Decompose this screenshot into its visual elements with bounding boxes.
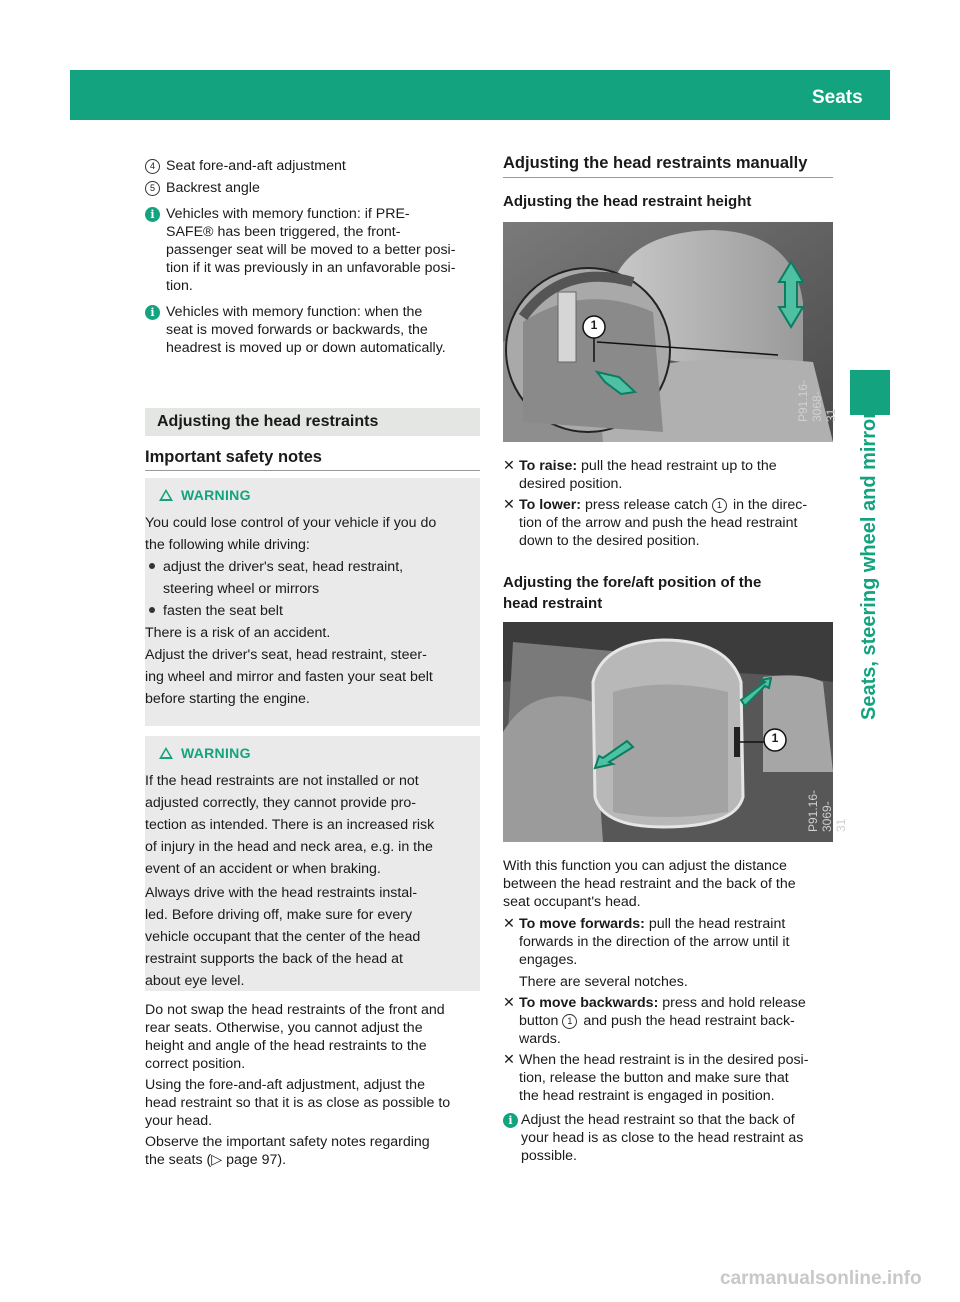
section-heading-box — [145, 408, 480, 436]
info-note-adjust: i Adjust the head restraint so that the back of your head is as close to the head restraint as possible. — [503, 1111, 838, 1165]
right-heading-rule — [503, 177, 833, 178]
warning-title-2: WARNING — [159, 744, 251, 763]
page-reference-link[interactable]: the seats (▷ page 97). — [145, 1152, 287, 1168]
step-marker-icon: ✕ — [503, 916, 515, 932]
step-release: ✕ When the head restraint is in the desired posi- tion, release the button and make sure that the head restraint is engaged in position. — [503, 1052, 809, 1104]
step-marker-icon: ✕ — [503, 995, 515, 1011]
legend-item-4: 4 Seat fore-and-aft adjustment — [145, 157, 480, 175]
safety-notes-heading: Important safety notes — [145, 448, 322, 466]
figure-head-restraint-fore-aft — [503, 622, 848, 842]
figure-2-illustration — [503, 622, 833, 842]
figure-1-illustration — [503, 222, 833, 442]
callout-4-icon: 4 — [145, 159, 160, 174]
figure-2-code: P91.16-3069-31 — [806, 789, 848, 832]
step-lower: ✕ To lower: press release catch 1 in the direc- tion of the arrow and push the head restraint down to the desired position. — [503, 497, 808, 549]
step-marker-icon: ✕ — [503, 497, 515, 513]
figure-1-code: P91.16-3068-31 — [796, 379, 838, 422]
step-forwards: ✕ To move forwards: pull the head restraint forwards in the direction of the arrow until it engages. There are several notches. — [503, 916, 790, 990]
warning-box-1 — [145, 478, 480, 726]
paragraph-swap: Do not swap the head restraints of the front and rear seats. Otherwise, you cannot adjust the height and angle of the head restraints to the correct position. — [145, 1002, 445, 1072]
section-heading: Adjusting the head restraints — [157, 413, 379, 430]
subheading-height: Adjusting the head restraint height — [503, 193, 752, 210]
info-note-memory-headrest: i Vehicles with memory function: when the seat is moved forwards or backwards, the headrest is moved up or down automatically. — [145, 303, 480, 357]
bullet-icon — [149, 563, 155, 569]
fore-aft-text — [503, 857, 838, 1165]
info-icon: i — [145, 305, 160, 320]
right-heading: Adjusting the head restraints manually — [503, 154, 808, 172]
left-column-top — [145, 157, 480, 357]
callout-5-icon: 5 — [145, 181, 160, 196]
fore-aft-intro: With this function you can adjust the distance between the head restraint and the back of the seat occupant's head. — [503, 858, 796, 910]
paragraph-fore-aft: Using the fore-and-aft adjustment, adjust the head restraint so that it is as close as possible to your head. — [145, 1077, 451, 1129]
height-steps — [503, 457, 835, 550]
callout-1-icon: 1 — [562, 1014, 577, 1029]
side-tab-label: Seats, steering wheel and mirrors — [858, 399, 880, 720]
bullet-icon — [149, 607, 155, 613]
warning-icon — [159, 747, 173, 759]
paragraph-observe: Observe the important safety notes regarding the seats (▷ page 97). — [145, 1133, 485, 1169]
figure-2-callout: 1 — [771, 731, 779, 745]
warning-2-body: If the head restraints are not installed or not adjusted correctly, they cannot provide pro- tection as intended. There is an increased risk of injury in the head and neck area, e.g. in the event of an accident or when braking. Always drive with the head restraints instal- led. Before driving off, make sure for every vehicle occupant that the center of the head restraint supports the back of the head at about eye level. — [145, 773, 435, 989]
step-backwards: ✕ To move backwards: press and hold release button 1 and push the head restraint back- wards. — [503, 995, 806, 1047]
page-number: 99 — [919, 87, 941, 108]
warning-1-bullet-1: adjust the driver's seat, head restraint, — [145, 556, 480, 578]
step-marker-icon: ✕ — [503, 1052, 515, 1068]
warning-icon — [159, 489, 173, 501]
left-column-bottom — [145, 1001, 485, 1169]
header-section-title: Seats — [812, 87, 863, 108]
step-raise: ✕ To raise: pull the head restraint up to the desired position. — [503, 458, 777, 492]
figure-1-callout: 1 — [590, 318, 598, 332]
warning-1-bullet-2: fasten the seat belt — [145, 600, 480, 622]
header-bar — [70, 70, 941, 120]
info-note-memory-presafe: i Vehicles with memory function: if PRE- SAFE® has been triggered, the front- passenger seat will be moved to a better posi- tion if it was previously in an unfavorable posi- tion. — [145, 205, 480, 295]
step-marker-icon: ✕ — [503, 458, 515, 474]
info-icon: i — [145, 207, 160, 222]
watermark: carmanualsonline.info — [720, 1268, 922, 1289]
warning-title-1: WARNING — [159, 486, 251, 505]
info-icon: i — [503, 1113, 518, 1128]
warning-1-body: You could lose control of your vehicle if you do the following while driving: adjust the driver's seat, head restraint, steering wheel or mirrors fasten the seat belt There is a risk of an accident. Adjust the driver's seat, head restraint, steer- ing wheel and mirror and fasten your seat belt before starting the engine. — [145, 512, 480, 710]
subheading-fore-aft: Adjusting the fore/aft position of the head restraint — [503, 574, 762, 612]
callout-1-icon: 1 — [712, 498, 727, 513]
legend-item-5: 5 Backrest angle — [145, 179, 480, 197]
heading-rule — [145, 470, 480, 471]
warning-box-2 — [145, 736, 480, 991]
figure-head-restraint-height — [503, 222, 838, 442]
header-separator — [904, 70, 907, 120]
